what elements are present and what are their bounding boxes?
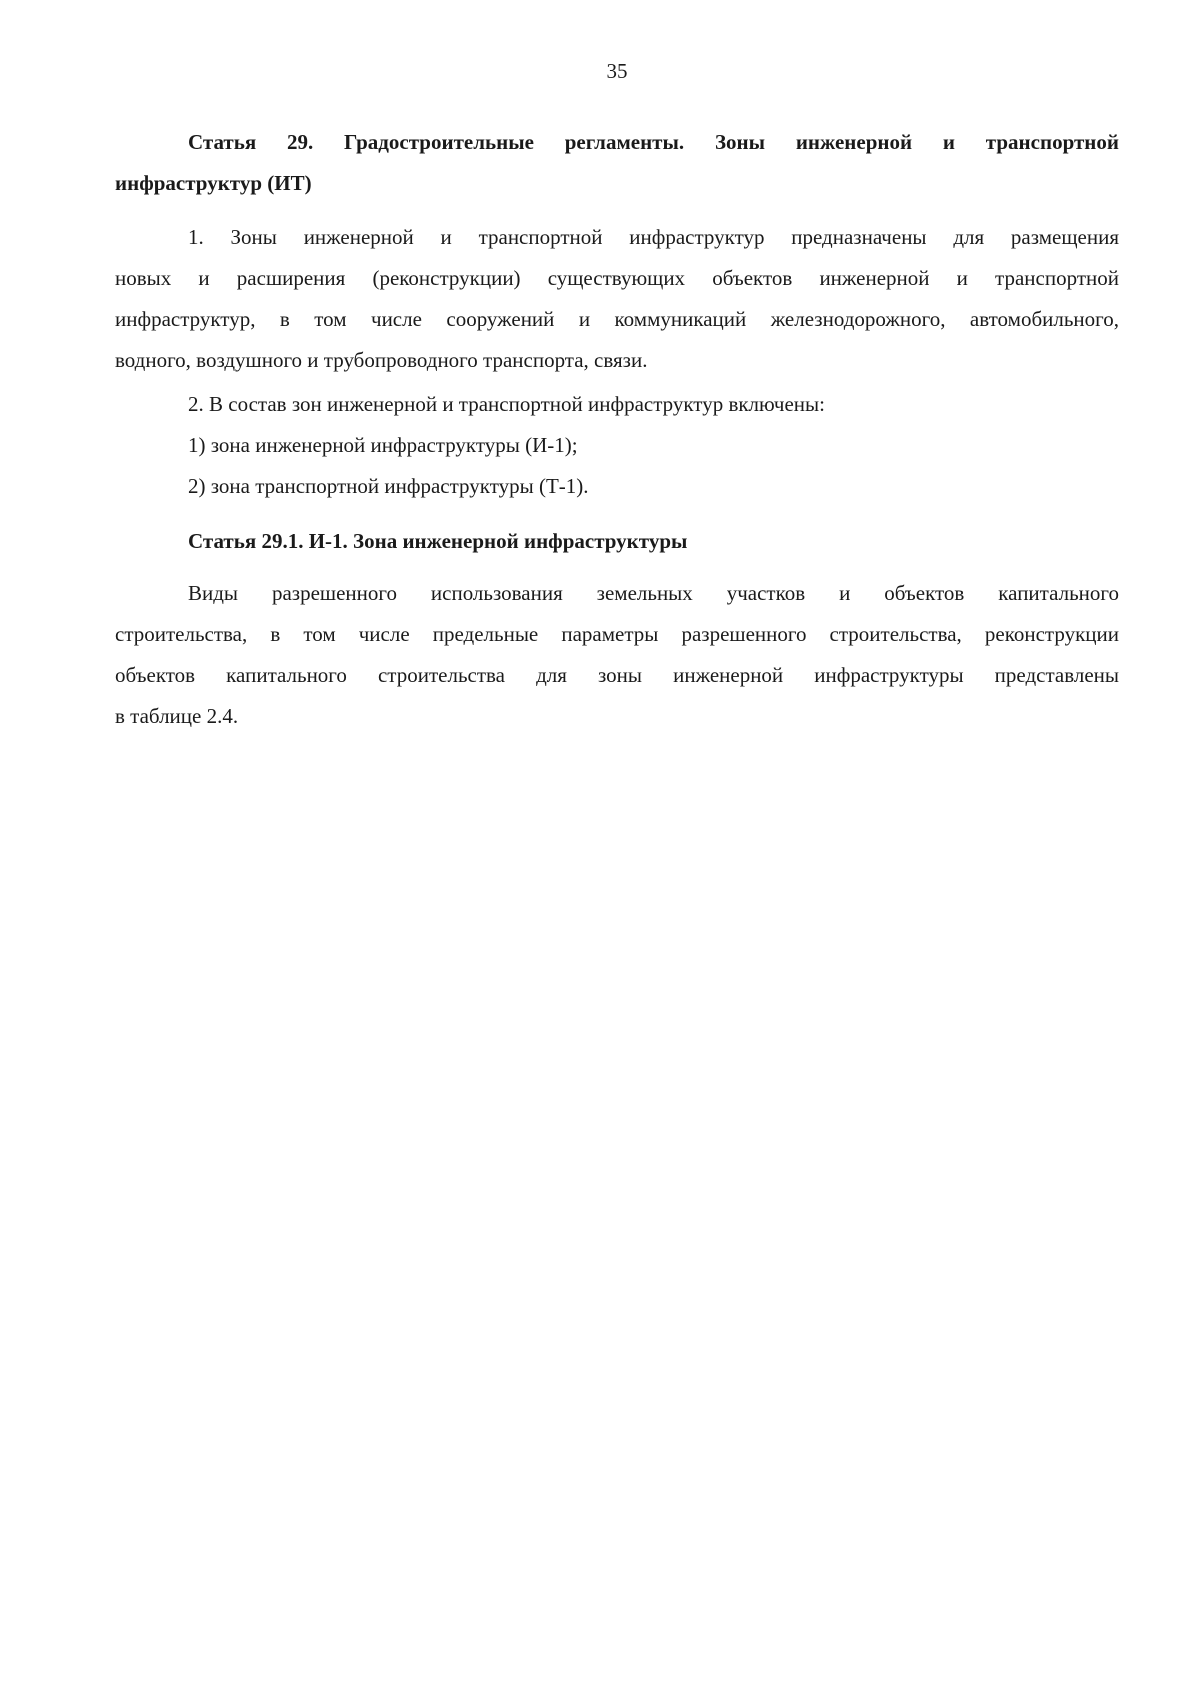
paragraph-line: 1. Зоны инженерной и транспортной инфраструктур предназначены для размещения: [188, 225, 1119, 249]
paragraph-line: водного, воздушного и трубопроводного транспорта, связи.: [115, 348, 648, 372]
paragraph-line: объектов капитального строительства для зоны инженерной инфраструктуры представлены: [115, 663, 1119, 687]
paragraph-line: новых и расширения (реконструкции) существующих объектов инженерной и транспортной: [115, 266, 1119, 290]
article-29-heading-line2: инфраструктур (ИТ): [115, 171, 312, 195]
paragraph-line: инфраструктур, в том числе сооружений и коммуникаций железнодорожного, автомобильного,: [115, 307, 1119, 331]
list-item: 2) зона транспортной инфраструктуры (Т-1).: [188, 474, 589, 498]
paragraph-line: Виды разрешенного использования земельных участков и объектов капитального: [188, 581, 1119, 605]
page-number: 35: [606, 59, 628, 83]
article-29-1-heading: Статья 29.1. И-1. Зона инженерной инфраструктуры: [188, 529, 688, 553]
article-29-1-paragraph: [115, 573, 1119, 737]
article-29-heading: [115, 122, 1119, 204]
list-intro: 2. В состав зон инженерной и транспортной инфраструктур включены:: [188, 392, 825, 416]
paragraph-line: в таблице 2.4.: [115, 704, 239, 728]
paragraph-line: строительства, в том числе предельные параметры разрешенного строительства, реконструкции: [115, 622, 1119, 646]
article-29-heading-line1: Статья 29. Градостроительные регламенты. Зоны инженерной и транспортной: [188, 130, 1119, 154]
list-item: 1) зона инженерной инфраструктуры (И-1);: [188, 433, 578, 457]
article-29-paragraph-1: [115, 217, 1119, 381]
